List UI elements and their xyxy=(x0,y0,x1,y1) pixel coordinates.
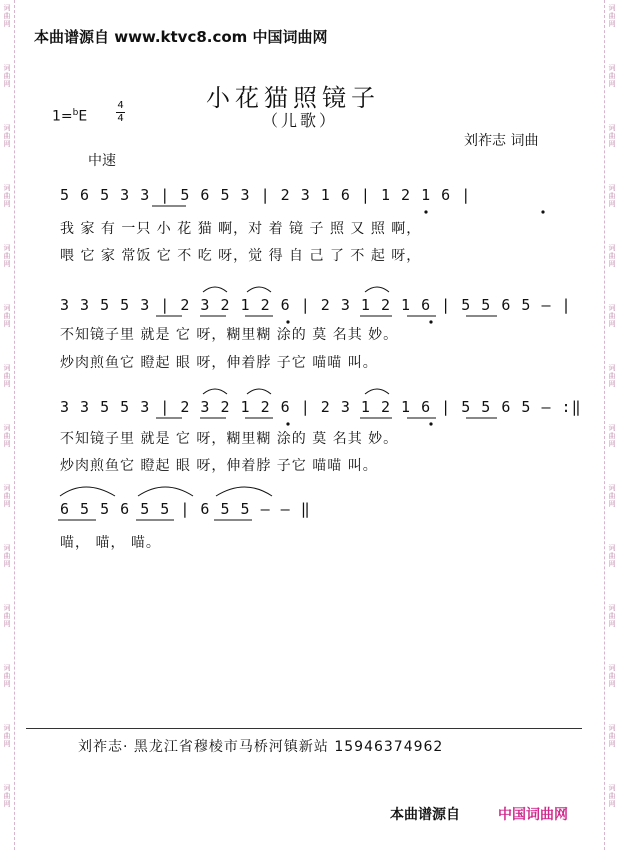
side-watermark-mark: 词 曲 网 xyxy=(3,784,11,808)
left-watermark-column xyxy=(0,0,15,850)
lyric-line-1-verse-2: 喂 它 家 常饭 它 不 吃 呀，觉 得 自 己 了 不 起 呀， xyxy=(60,248,422,264)
key-flat: b xyxy=(72,108,79,118)
right-watermark-column xyxy=(604,0,619,850)
key-note: E xyxy=(78,108,88,125)
lyric-line-1-verse-1: 我 家 有 一只 小 花 猫 啊，对 着 镜 子 照 又 照 啊， xyxy=(60,221,422,237)
time-bottom: 4 xyxy=(117,113,124,124)
side-watermark-mark: 词 曲 网 xyxy=(3,304,11,328)
side-watermark-mark: 词 曲 网 xyxy=(3,484,11,508)
side-watermark-mark: 词 曲 网 xyxy=(608,304,616,328)
song-title: 小花猫照镜子 xyxy=(206,84,380,112)
side-watermark-mark: 词 曲 网 xyxy=(3,544,11,568)
key-prefix: 1= xyxy=(52,108,73,125)
side-watermark-mark: 词 曲 网 xyxy=(608,484,616,508)
side-watermark-mark: 词 曲 网 xyxy=(608,724,616,748)
side-watermark-mark: 词 曲 网 xyxy=(608,64,616,88)
header-source: 本曲谱源自 www.ktvc8.com 中国词曲网 xyxy=(34,28,328,46)
side-watermark-mark: 词 曲 网 xyxy=(608,604,616,628)
side-watermark-mark: 词 曲 网 xyxy=(608,124,616,148)
notes-line-3: 3 3 5 5 3 | 2 3 2 1 2 6 | 2 3 1 2 1 6 | 5 5 6 5 — :‖ xyxy=(60,398,582,416)
side-watermark-mark: 词 曲 网 xyxy=(608,544,616,568)
lyric-line-2-verse-1: 不知镜子里 就是 它 呀，糊里糊 涂的 莫 名其 妙。 xyxy=(60,327,399,343)
side-watermark-mark: 词 曲 网 xyxy=(3,604,11,628)
footer-source: 本曲谱源自 xyxy=(390,807,460,823)
lyric-line-3-verse-1: 不知镜子里 就是 它 呀，糊里糊 涂的 莫 名其 妙。 xyxy=(60,431,399,447)
lyric-line-3-verse-2: 炒肉煎鱼它 瞪起 眼 呀，伸着脖 子它 喵喵 叫。 xyxy=(60,458,378,474)
side-watermark-mark: 词 曲 网 xyxy=(608,364,616,388)
side-watermark-mark: 词 曲 网 xyxy=(608,184,616,208)
tempo-marking: 中速 xyxy=(88,153,116,169)
time-signature xyxy=(116,100,125,125)
side-watermark-mark: 词 曲 网 xyxy=(608,244,616,268)
lyric-line-4-verse-1: 喵， 喵， 喵。 xyxy=(60,535,161,551)
footer-contact: 刘祚志· 黑龙江省穆棱市马桥河镇新站 15946374962 xyxy=(78,739,444,755)
time-top: 4 xyxy=(117,100,124,111)
key-signature xyxy=(52,108,87,125)
notes-line-2: 3 3 5 5 3 | 2 3 2 1 2 6 | 2 3 1 2 1 6 | 5 5 6 5 — | xyxy=(60,296,572,314)
notes-line-4: 6 5 5 6 5 5 | 6 5 5 — — ‖ xyxy=(60,500,311,518)
side-watermark-mark: 词 曲 网 xyxy=(3,244,11,268)
song-subtitle: （儿歌） xyxy=(262,111,339,130)
side-watermark-mark: 词 曲 网 xyxy=(3,724,11,748)
author-credit: 刘祚志 词曲 xyxy=(464,133,539,149)
side-watermark-mark: 词 曲 网 xyxy=(608,784,616,808)
side-watermark-mark: 词 曲 网 xyxy=(608,664,616,688)
footer-site: 中国词曲网 xyxy=(498,807,568,823)
side-watermark-mark: 词 曲 网 xyxy=(608,424,616,448)
side-watermark-mark: 词 曲 网 xyxy=(3,64,11,88)
side-watermark-mark: 词 曲 网 xyxy=(3,184,11,208)
notes-line-1: 5 6 5 3 3 | 5 6 5 3 | 2 3 1 6 | 1 2 1 6 | xyxy=(60,186,472,204)
side-watermark-mark: 词 曲 网 xyxy=(3,4,11,28)
side-watermark-mark: 词 曲 网 xyxy=(608,4,616,28)
lyric-line-2-verse-2: 炒肉煎鱼它 瞪起 眼 呀，伸着脖 子它 喵喵 叫。 xyxy=(60,355,378,371)
footer-rule xyxy=(26,728,582,729)
side-watermark-mark: 词 曲 网 xyxy=(3,424,11,448)
side-watermark-mark: 词 曲 网 xyxy=(3,664,11,688)
side-watermark-mark: 词 曲 网 xyxy=(3,364,11,388)
side-watermark-mark: 词 曲 网 xyxy=(3,124,11,148)
